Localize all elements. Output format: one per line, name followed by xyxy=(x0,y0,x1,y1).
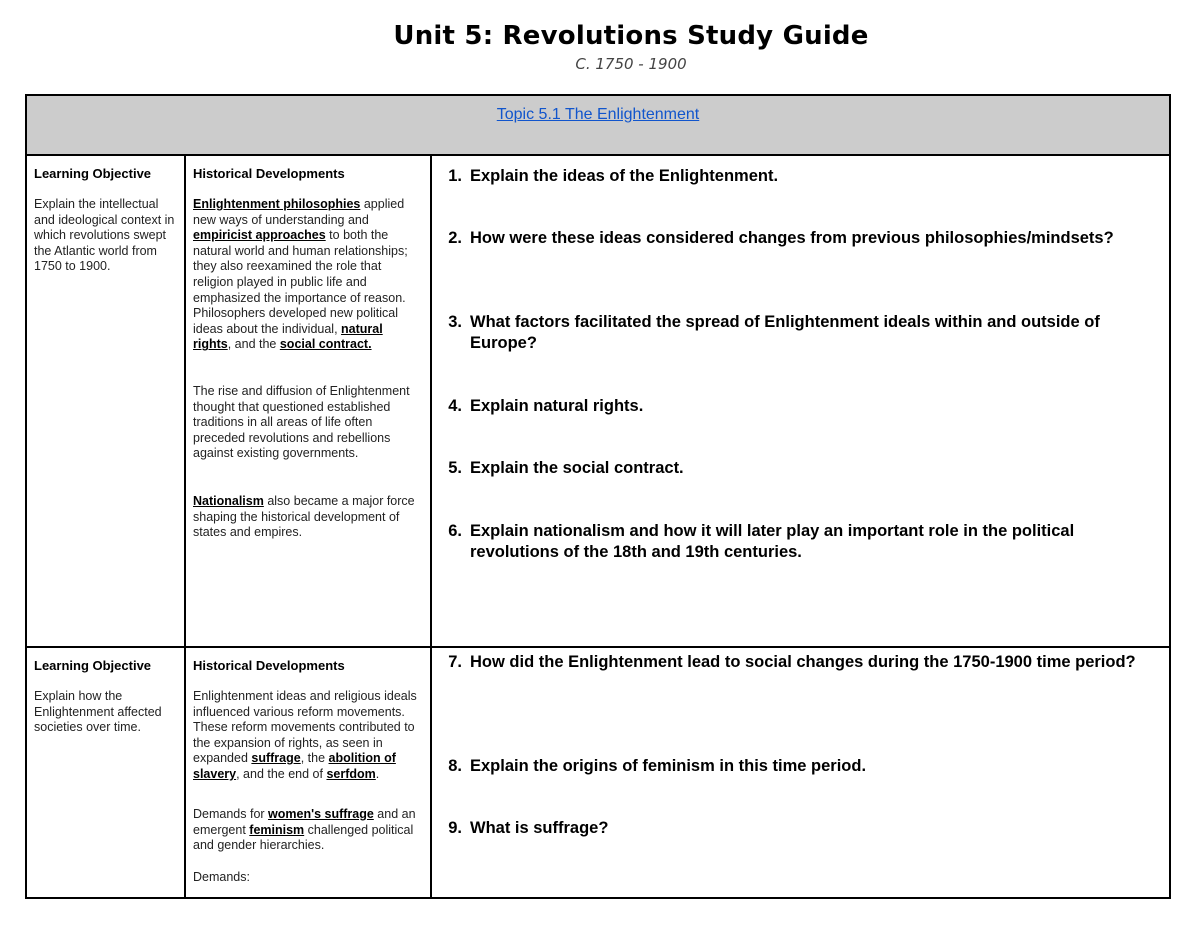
development-paragraph: Demands for women's suffrage and an emergent feminism challenged political and gender hierarchies. xyxy=(193,807,416,853)
page-subtitle: C. 1750 - 1900 xyxy=(575,55,687,73)
learning-objective-cell xyxy=(27,156,186,646)
key-term: feminism xyxy=(249,822,305,837)
key-term: social contract. xyxy=(279,337,372,352)
topic-header-row xyxy=(27,96,1169,156)
question-item: 8. Explain the origins of feminism in this time period. xyxy=(448,757,867,775)
question-item: 1. Explain the ideas of the Enlightenment. xyxy=(448,167,779,185)
key-term: natural rights xyxy=(193,321,383,352)
topic-link[interactable]: Topic 5.1 The Enlightenment xyxy=(496,106,700,123)
learning-objective-cell xyxy=(27,648,186,897)
historical-developments-heading: Historical Developments xyxy=(193,166,345,181)
question-item: 7. How did the Enlightenment lead to social changes during the 1750-1900 time period? xyxy=(448,653,1136,671)
question-item: 4. Explain natural rights. xyxy=(448,397,644,415)
questions-cell xyxy=(432,648,1169,897)
key-term: Enlightenment philosophies xyxy=(193,197,361,211)
table-row xyxy=(27,156,1169,648)
historical-developments-cell xyxy=(186,648,432,897)
key-term: serfdom xyxy=(326,766,376,781)
historical-developments-cell xyxy=(186,156,432,646)
learning-objective-heading: Learning Objective xyxy=(34,658,152,673)
question-item: 3. What factors facilitated the spread of Enlightenment ideals within and outside of Europe? xyxy=(448,313,1100,352)
key-term: Nationalism xyxy=(193,494,264,508)
development-paragraph: The rise and diffusion of Enlightenment thought that questioned established traditions in all areas of life often preceded revolutions and rebellions against existing governments. xyxy=(193,384,410,461)
page-title: Unit 5: Revolutions Study Guide xyxy=(393,21,869,51)
historical-developments-heading: Historical Developments xyxy=(193,658,345,673)
question-item: 2. How were these ideas considered changes from previous philosophies/mindsets? xyxy=(448,229,1114,247)
key-term: women's suffrage xyxy=(268,807,374,821)
development-paragraph: Enlightenment ideas and religious ideals influenced various reform movements. These reform movements contributed to the expansion of rights, as seen in expanded suffrage, the abolition of slavery, and the end of serfdom. xyxy=(193,689,417,781)
key-term: abolition of slavery xyxy=(193,751,396,781)
learning-objective-text: Explain how the Enlightenment affected societies over time. xyxy=(34,689,162,735)
key-term: empiricist approaches xyxy=(193,228,326,243)
development-paragraph: Demands: xyxy=(193,870,250,884)
questions-cell xyxy=(432,156,1169,646)
learning-objective-text: Explain the intellectual and ideological context in which revolutions swept the Atlantic world from 1750 to 1900. xyxy=(34,197,175,274)
development-paragraph: Nationalism also became a major force shaping the historical development of states and empires. xyxy=(193,494,415,540)
key-term: suffrage xyxy=(251,751,301,766)
question-item: 9. What is suffrage? xyxy=(448,819,609,837)
development-paragraph: Enlightenment philosophies applied new ways of understanding and empiricist approaches to both the natural world and human relationships; they also reexamined the role that religion played in public life and emphasized the importance of reason. Philosophers developed new political ideas about the individual, natural rights, and the social contract. xyxy=(193,197,408,352)
question-item: 6. Explain nationalism and how it will later play an important role in the political revolutions of the 18th and 19th centuries. xyxy=(448,522,1075,561)
table-row xyxy=(27,648,1169,897)
question-item: 5. Explain the social contract. xyxy=(448,459,684,477)
learning-objective-heading: Learning Objective xyxy=(34,166,152,181)
study-guide-table xyxy=(25,94,1171,899)
